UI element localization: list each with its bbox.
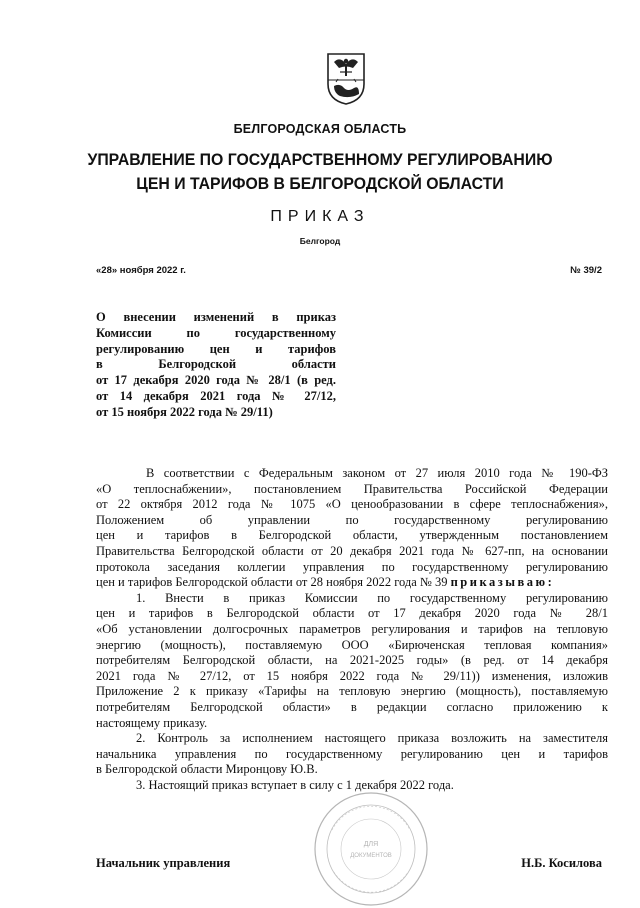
order-title — [96, 310, 336, 421]
title-line: в Белгородской области — [96, 357, 336, 372]
title-line: от 17 декабря 2020 года № 28/1 (в ред. — [96, 373, 336, 388]
body-line: Правительства Белгородской области от 20 декабря 2021 года № 627-пп, на основании — [96, 543, 608, 558]
body-line: настоящему приказу. — [96, 715, 208, 730]
document-type: ПРИКАЗ — [270, 208, 370, 225]
body-line: В соответствии с Федеральным законом от 27 июля 2010 года № 190-ФЗ — [146, 466, 608, 480]
stamp-text-bottom: ДОКУМЕНТОВ — [350, 853, 392, 859]
body-line: 2. Контроль за исполнением настоящего приказа возложить на заместителя — [136, 731, 608, 746]
body-line: энергию (мощность), поставляемую ООО «Бирюченская тепловая компания» — [96, 637, 608, 652]
signature-name: Н.Б. Косилова — [521, 856, 602, 870]
body-line: цен и тарифов Белгородской области от 28 ноября 2022 года № 39 — [96, 575, 448, 590]
body-line: протокола заседания коллегии управления по государственному регулированию — [96, 559, 608, 574]
body-line-decree — [96, 575, 608, 591]
title-line: Комиссии по государственному — [96, 325, 336, 340]
body-line: «Об установлении долгосрочных параметров регулирования и тарифов на тепловую — [96, 621, 608, 636]
city-name: Белгород — [299, 236, 341, 246]
body-line: 3. Настоящий приказ вступает в силу с 1 декабря 2022 года. — [136, 777, 454, 792]
body-line: 1. Внести в приказ Комиссии по государственному регулированию — [136, 590, 608, 605]
body-line: Положением об управлении по государственному регулированию — [96, 512, 608, 527]
body-line: потребителям Белгородской области, на 2021-2025 годы» (в ред. от 14 декабря — [96, 653, 608, 668]
order-body — [96, 466, 608, 793]
stamp-text-top: ДЛЯ — [363, 841, 379, 848]
body-line: от 22 октября 2012 года № 1075 «О ценообразовании в сфере теплоснабжения», — [96, 497, 608, 512]
body-line: 2021 года № 27/12, от 15 ноября 2022 года № 29/11)) изменения, изложив — [96, 668, 608, 683]
order-number: № 39/2 — [570, 265, 602, 276]
title-line: регулированию цен и тарифов — [96, 341, 336, 356]
coat-of-arms-icon — [326, 52, 366, 106]
department-name-line1: УПРАВЛЕНИЕ ПО ГОСУДАРСТВЕННОМУ РЕГУЛИРОВАНИЮ — [87, 150, 553, 169]
title-line: от 15 ноября 2022 года № 29/11) — [96, 404, 273, 419]
order-date: «28» ноября 2022 г. — [96, 265, 186, 276]
body-line: цен и тарифов в Белгородской области от 17 декабря 2020 года № 28/1 — [96, 606, 608, 621]
body-line: потребителям Белгородской области» в редакции согласно приложению к — [96, 699, 608, 714]
region-name: БЕЛГОРОДСКАЯ ОБЛАСТЬ — [233, 122, 407, 136]
title-line: от 14 декабря 2021 года № 27/12, — [96, 388, 336, 403]
body-line: цен и тарифов в Белгородской области, утвержденным постановлением — [96, 528, 608, 543]
decree-word: приказываю: — [450, 575, 555, 590]
title-line: О внесении изменений в приказ — [96, 310, 336, 324]
signature-position: Начальник управления — [96, 856, 231, 870]
official-stamp — [312, 790, 430, 908]
body-line: начальника управления по государственному регулированию цен и тарифов — [96, 746, 608, 761]
department-name-line2: ЦЕН И ТАРИФОВ В БЕЛГОРОДСКОЙ ОБЛАСТИ — [136, 174, 504, 193]
body-line: Приложение 2 к приказу «Тарифы на тепловую энергию (мощность), поставляемую — [96, 684, 608, 699]
body-line: в Белгородской области Миронцову Ю.В. — [96, 762, 318, 777]
body-line: «О теплоснабжении», постановлением Правительства Российской Федерации — [96, 481, 608, 496]
